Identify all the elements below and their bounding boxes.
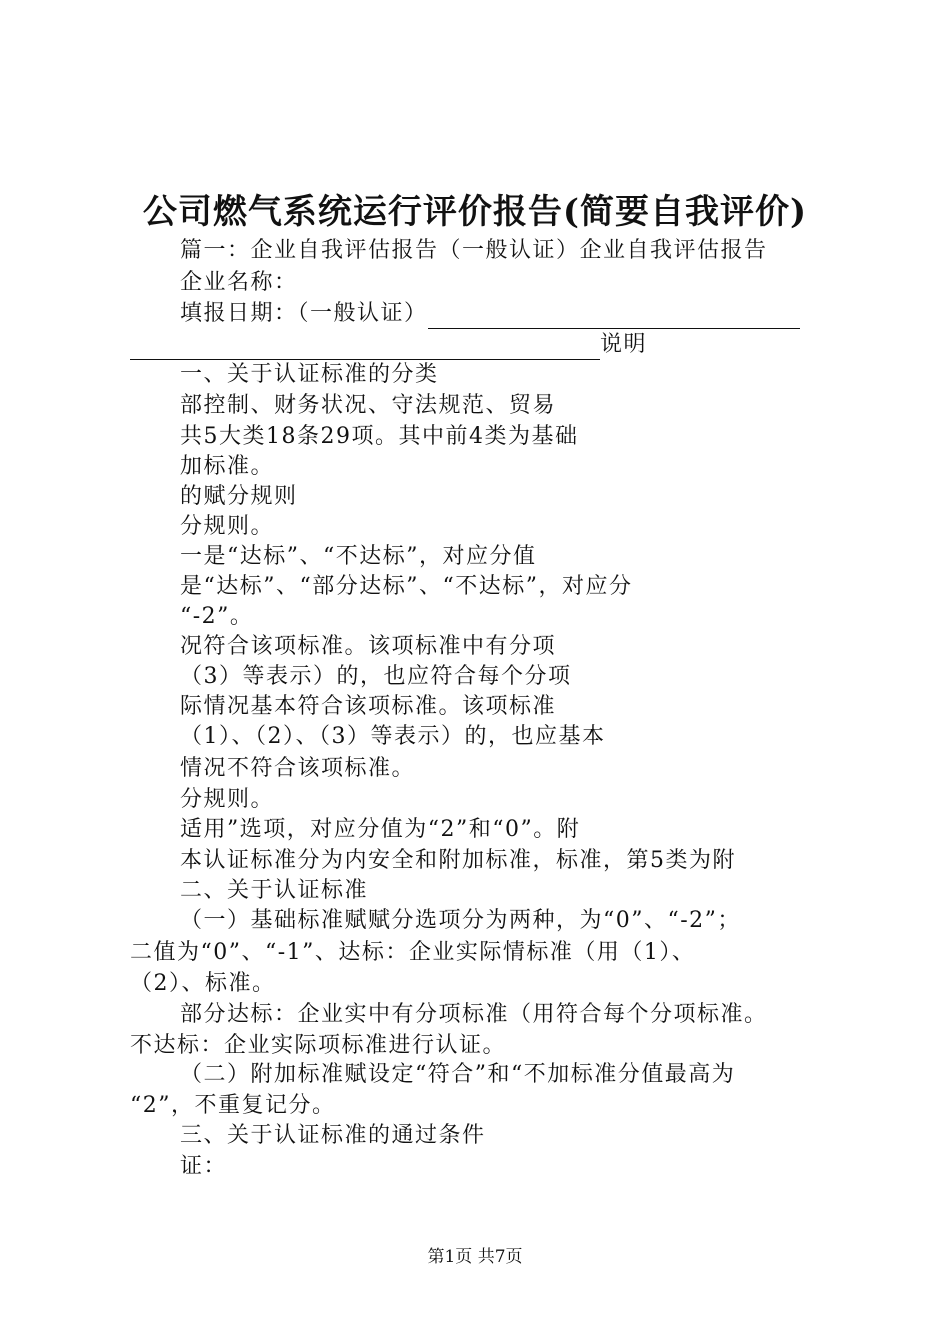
body-line: 况符合该项标准。该项标准中有分项 <box>180 634 557 659</box>
section-heading: 三、关于认证标准的通过条件 <box>180 1123 486 1148</box>
body-line: 共5大类18条29项。其中前4类为基础 <box>180 424 579 449</box>
page-footer: 第1页 共7页 <box>427 1247 523 1267</box>
body-line: 是“达标”、“部分达标”、“不达标”，对应分 <box>180 574 633 599</box>
fill-blank-line <box>130 337 600 360</box>
body-line: （3）等表示）的，也应符合每个分项 <box>180 664 572 689</box>
body-line: 一是“达标”、“不达标”，对应分值 <box>180 544 537 569</box>
section-heading: 一、关于认证标准的分类 <box>180 362 439 387</box>
body-line: （一）基础标准赋赋分选项分为两种，为“0”、“-2”； <box>180 908 741 933</box>
body-line: 情况不符合该项标准。 <box>180 756 416 781</box>
body-line: 二值为“0”、“-1”、达标：企业实际情标准（用（1）、 <box>130 940 696 965</box>
fill-blank-line <box>428 306 800 329</box>
body-line: （1）、（2）、（3）等表示）的，也应基本 <box>180 724 606 749</box>
body-line: “-2”。 <box>180 604 254 629</box>
body-line: “2”，不重复记分。 <box>130 1093 336 1118</box>
section-label: 说明 <box>600 332 648 357</box>
body-line: 加标准。 <box>180 454 275 479</box>
body-line: （二）附加标准赋设定“符合”和“不加标准分值最高为 <box>180 1062 736 1087</box>
body-line: 篇一：企业自我评估报告（一般认证）企业自我评估报告 <box>180 238 768 263</box>
body-line: 不达标：企业实际项标准进行认证。 <box>130 1033 507 1058</box>
body-line: 企业名称： <box>180 270 298 295</box>
body-line: （2）、标准。 <box>130 971 276 996</box>
body-line-with-blank <box>180 299 800 329</box>
date-label: 填报日期：（一般认证） <box>180 301 428 326</box>
body-line: 分规则。 <box>180 514 275 539</box>
section-heading: 二、关于认证标准 <box>180 878 369 903</box>
body-line: 适用”选项，对应分值为“2”和“0”。附 <box>180 817 581 842</box>
body-line: 分规则。 <box>180 787 275 812</box>
body-line: 本认证标准分为内安全和附加标准，标准，第5类为附 <box>180 848 736 873</box>
body-line: 部控制、财务状况、守法规范、贸易 <box>180 393 557 418</box>
body-line: 际情况基本符合该项标准。该项标准 <box>180 694 557 719</box>
body-line-with-blank <box>130 330 647 360</box>
body-line: 部分达标：企业实中有分项标准（用符合每个分项标准。 <box>180 1002 768 1027</box>
body-line: 的赋分规则 <box>180 484 298 509</box>
body-line: 证： <box>180 1154 228 1179</box>
document-title: 公司燃气系统运行评价报告(简要自我评价) <box>142 192 808 232</box>
